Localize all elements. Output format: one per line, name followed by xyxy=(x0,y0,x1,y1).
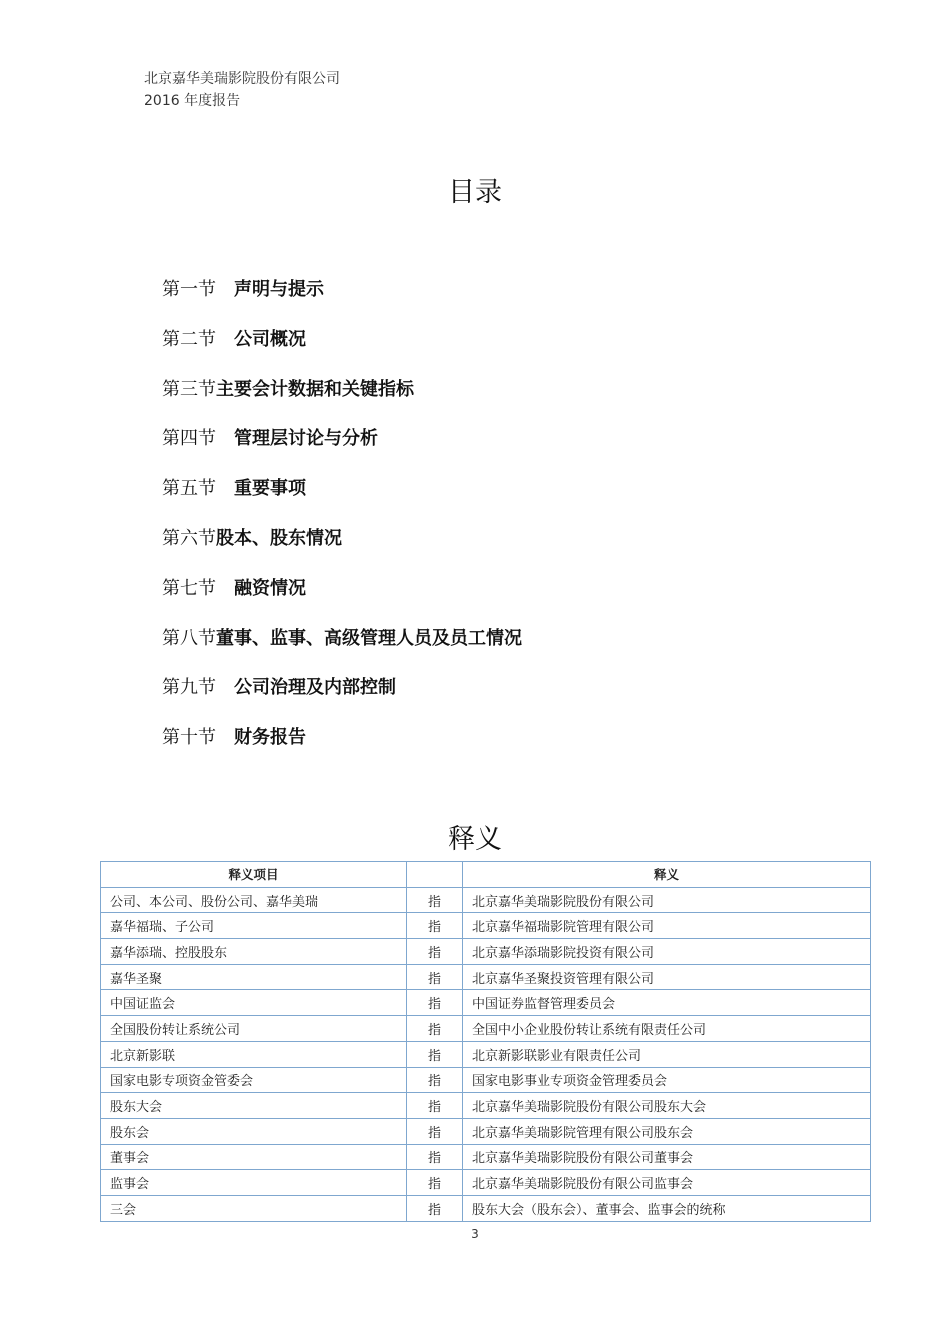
indicator-cell: 指 xyxy=(407,939,463,965)
table-row xyxy=(101,913,871,939)
term-cell: 全国股份转让系统公司 xyxy=(101,1016,407,1042)
header-indicator xyxy=(407,862,463,888)
toc-item[interactable] xyxy=(162,275,522,325)
header-definition: 释义 xyxy=(463,862,871,888)
toc-item[interactable] xyxy=(162,424,522,474)
toc-item[interactable] xyxy=(162,474,522,524)
indicator-cell: 指 xyxy=(407,964,463,990)
table-row xyxy=(101,1093,871,1119)
toc-section-number: 第三节 xyxy=(162,378,216,400)
term-cell: 嘉华圣聚 xyxy=(101,964,407,990)
definition-cell: 北京嘉华美瑞影院管理有限公司股东会 xyxy=(463,1118,871,1144)
term-cell: 三会 xyxy=(101,1195,407,1221)
indicator-cell: 指 xyxy=(407,887,463,913)
toc-section-title: 融资情况 xyxy=(234,577,306,599)
indicator-cell: 指 xyxy=(407,1144,463,1170)
definition-cell: 北京嘉华圣聚投资管理有限公司 xyxy=(463,964,871,990)
definition-cell: 北京新影联影业有限责任公司 xyxy=(463,1041,871,1067)
toc-section-title: 财务报告 xyxy=(234,727,306,749)
indicator-cell: 指 xyxy=(407,913,463,939)
definitions-title: 释义 xyxy=(448,824,502,855)
toc-section-title: 董事、监事、高级管理人员及员工情况 xyxy=(216,627,522,649)
toc-section-number: 第九节 xyxy=(162,677,216,699)
definition-cell: 北京嘉华美瑞影院股份有限公司股东大会 xyxy=(463,1093,871,1119)
table-row xyxy=(101,1067,871,1093)
header-company: 北京嘉华美瑞影院股份有限公司 xyxy=(144,71,340,87)
definition-cell: 全国中小企业股份转让系统有限责任公司 xyxy=(463,1016,871,1042)
table-row xyxy=(101,887,871,913)
toc-item[interactable] xyxy=(162,673,522,723)
toc-section-title: 公司治理及内部控制 xyxy=(234,677,396,699)
toc-section-number: 第七节 xyxy=(162,577,216,599)
indicator-cell: 指 xyxy=(407,1170,463,1196)
term-cell: 中国证监会 xyxy=(101,990,407,1016)
definition-cell: 国家电影事业专项资金管理委员会 xyxy=(463,1067,871,1093)
definition-cell: 北京嘉华美瑞影院股份有限公司 xyxy=(463,887,871,913)
term-cell: 股东大会 xyxy=(101,1093,407,1119)
toc-section-number: 第八节 xyxy=(162,627,216,649)
indicator-cell: 指 xyxy=(407,1067,463,1093)
indicator-cell: 指 xyxy=(407,990,463,1016)
table-row xyxy=(101,1016,871,1042)
table-row xyxy=(101,1144,871,1170)
term-cell: 嘉华福瑞、子公司 xyxy=(101,913,407,939)
page-header xyxy=(144,68,340,112)
definitions-table xyxy=(100,861,871,1222)
toc-separator xyxy=(216,275,234,305)
toc-section-number: 第五节 xyxy=(162,478,216,500)
toc-item[interactable] xyxy=(162,574,522,624)
toc-section-title: 股本、股东情况 xyxy=(216,527,342,549)
toc-section-number: 第二节 xyxy=(162,328,216,350)
term-cell: 监事会 xyxy=(101,1170,407,1196)
table-row xyxy=(101,990,871,1016)
toc-section-title: 声明与提示 xyxy=(234,279,324,300)
toc-section-number: 第四节 xyxy=(162,428,216,450)
toc-item[interactable] xyxy=(162,723,522,773)
toc-item[interactable] xyxy=(162,325,522,375)
term-cell: 嘉华添瑞、控股股东 xyxy=(101,939,407,965)
table-row xyxy=(101,939,871,965)
table-row xyxy=(101,1170,871,1196)
term-cell: 国家电影专项资金管委会 xyxy=(101,1067,407,1093)
toc-item[interactable] xyxy=(162,524,522,574)
table-of-contents xyxy=(162,275,522,773)
toc-separator xyxy=(216,723,234,753)
indicator-cell: 指 xyxy=(407,1041,463,1067)
toc-separator xyxy=(216,574,234,604)
header-term: 释义项目 xyxy=(101,862,407,888)
toc-item[interactable] xyxy=(162,375,522,425)
toc-separator xyxy=(216,424,234,454)
toc-title: 目录 xyxy=(448,177,502,208)
toc-separator xyxy=(216,673,234,703)
table-row xyxy=(101,1195,871,1221)
term-cell: 北京新影联 xyxy=(101,1041,407,1067)
toc-section-title: 公司概况 xyxy=(234,328,306,350)
table-row xyxy=(101,1118,871,1144)
term-cell: 公司、本公司、股份公司、嘉华美瑞 xyxy=(101,887,407,913)
definition-cell: 中国证券监督管理委员会 xyxy=(463,990,871,1016)
toc-section-title: 主要会计数据和关键指标 xyxy=(216,378,414,400)
definition-cell: 北京嘉华福瑞影院管理有限公司 xyxy=(463,913,871,939)
definition-cell: 北京嘉华美瑞影院股份有限公司监事会 xyxy=(463,1170,871,1196)
indicator-cell: 指 xyxy=(407,1016,463,1042)
toc-separator xyxy=(216,474,234,504)
table-header-row xyxy=(101,862,871,888)
toc-section-number: 第六节 xyxy=(162,527,216,549)
toc-separator xyxy=(216,325,234,355)
indicator-cell: 指 xyxy=(407,1118,463,1144)
table-row xyxy=(101,964,871,990)
toc-section-number: 第一节 xyxy=(162,279,216,300)
table-row xyxy=(101,1041,871,1067)
toc-section-title: 重要事项 xyxy=(234,478,306,500)
definition-cell: 北京嘉华添瑞影院投资有限公司 xyxy=(463,939,871,965)
indicator-cell: 指 xyxy=(407,1093,463,1119)
term-cell: 董事会 xyxy=(101,1144,407,1170)
definition-cell: 北京嘉华美瑞影院股份有限公司董事会 xyxy=(463,1144,871,1170)
toc-section-number: 第十节 xyxy=(162,727,216,749)
indicator-cell: 指 xyxy=(407,1195,463,1221)
page-number: 3 xyxy=(471,1227,479,1241)
toc-item[interactable] xyxy=(162,624,522,674)
term-cell: 股东会 xyxy=(101,1118,407,1144)
definition-cell: 股东大会（股东会）、董事会、监事会的统称 xyxy=(463,1195,871,1221)
toc-section-title: 管理层讨论与分析 xyxy=(234,428,378,450)
header-report-title: 2016 年度报告 xyxy=(144,93,241,109)
